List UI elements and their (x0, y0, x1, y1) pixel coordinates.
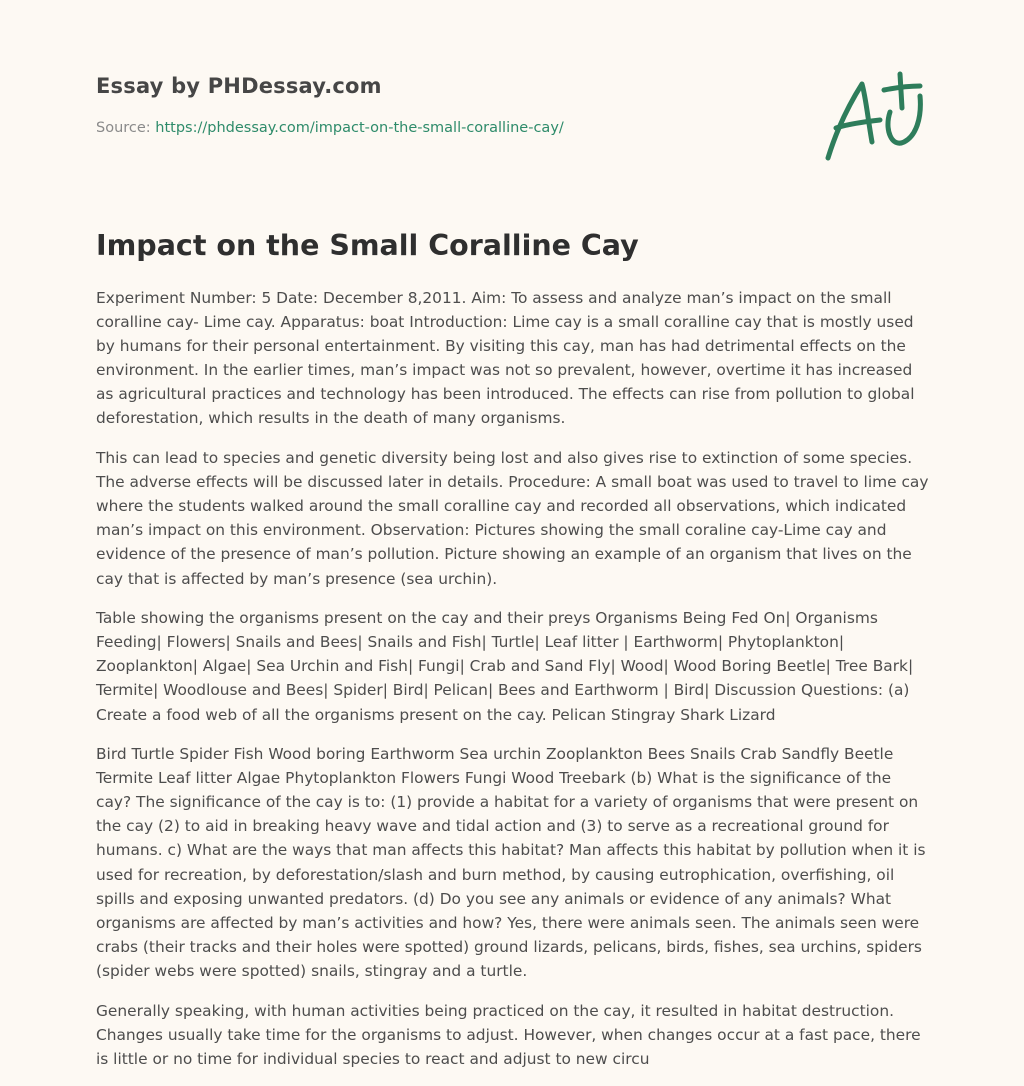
article (96, 226, 930, 1086)
source-line (96, 120, 816, 136)
article-title: Impact on the Small Coralline Cay (96, 229, 639, 262)
source-label: Source: (96, 120, 156, 136)
article-paragraph-2: This can lead to species and genetic diversity being lost and also gives rise to extinction of some species. The adverse effects will be discussed later in details. Procedure: A small boat was used to travel to lime cay where the students walked around the small coralline cay and recorded all observations, which indicated man’s impact on this environment. Observation: Pictures showing the small coraline cay-Lime cay and evidence of the presence of man’s pollution. Picture showing an example of an organism that lives on the cay that is affected by man’s presence (sea urchin). (96, 449, 929, 588)
article-paragraph-4: Bird Turtle Spider Fish Wood boring Earthworm Sea urchin Zooplankton Bees Snails Crab Sandfly Beetle Termite Leaf litter Algae Phytoplankton Flowers Fungi Wood Treebark (b) What is the significance of the cay? The significance of the cay is to: (1) provide a habitat for a variety of organisms that were present on the cay (2) to aid in breaking heavy wave and tidal action and (3) to serve as a recreational ground for humans. c) What are the ways that man affects this habitat? Man affects this habitat by pollution when it is used for recreation, by deforestation/slash and burn method, by causing eutrophication, overfishing, oil spills and exposing unwanted predators. (d) Do you see any animals or evidence of any animals? What organisms are affected by man’s activities and how? Yes, there were animals seen. The animals seen were crabs (their tracks and their holes were spotted) ground lizards, pelicans, birds, fishes, sea urchins, spiders (spider webs were spotted) snails, stingray and a turtle. (96, 745, 926, 980)
page-header (96, 74, 816, 136)
a-plus-logo-icon (822, 68, 926, 164)
source-link[interactable]: https://phdessay.com/impact-on-the-small-coralline-cay/ (155, 120, 564, 136)
article-paragraph-3: Table showing the organisms present on the cay and their preys Organisms Being Fed On| Organisms Feeding| Flowers| Snails and Bees| Snails and Fish| Turtle| Leaf litter | Earthworm| Phytoplankton| Zooplankton| Algae| Sea Urchin and Fish| Fungi| Crab and Sand Fly| Wood| Wood Boring Beetle| Tree Bark| Termite| Woodlouse and Bees| Spider| Bird| Pelican| Bees and Earthworm | Bird| Discussion Questions: (a) Create a food web of all the organisms present on the cay. Pelican Stingray Shark Lizard (96, 609, 914, 724)
article-paragraph-1: Experiment Number: 5 Date: December 8,2011. Aim: To assess and analyze man’s impact on the small coralline cay- Lime cay. Apparatus: boat Introduction: Lime cay is a small coralline cay that is mostly used by humans for their personal entertainment. By visiting this cay, man has had detrimental effects on the environment. In the earlier times, man’s impact was not so prevalent, however, overtime it has increased as agricultural practices and technology has been introduced. The effects can rise from pollution to global deforestation, which results in the death of many organisms. (96, 289, 915, 428)
site-title: Essay by PHDessay.com (96, 74, 382, 98)
article-paragraph-5: Generally speaking, with human activities being practiced on the cay, it resulted in habitat destruction. Changes usually take time for the organisms to adjust. However, when changes occur at a fast pace, there is little or no time for individual species to react and adjust to new circu (96, 1001, 921, 1068)
